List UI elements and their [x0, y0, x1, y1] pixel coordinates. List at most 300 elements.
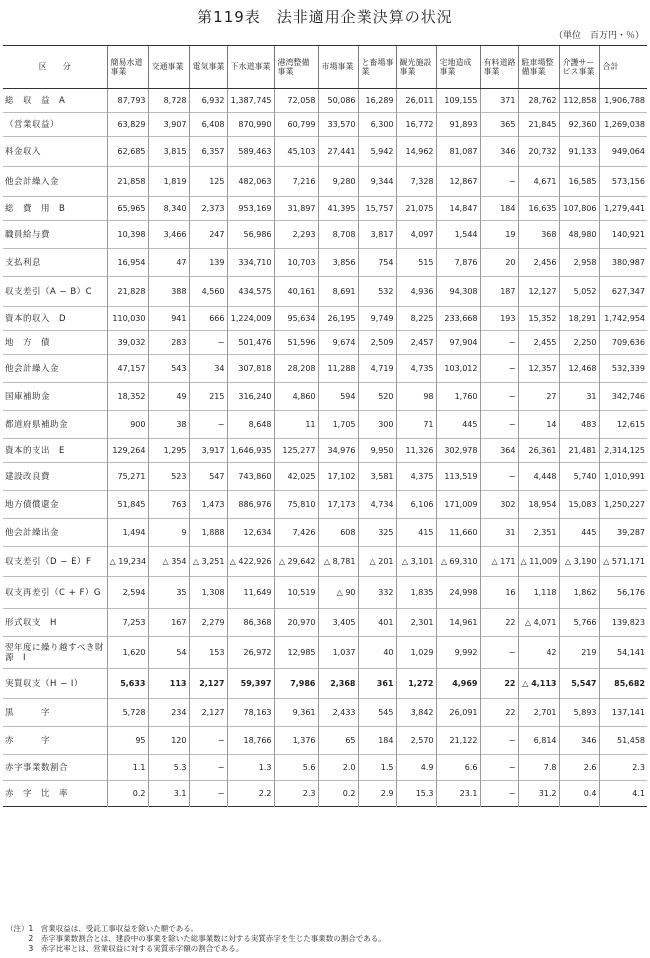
- table-cell: △ 3,251: [189, 547, 227, 577]
- table-cell: 1,279,441: [599, 197, 647, 221]
- column-header: 宅地造成事業: [436, 46, 480, 89]
- table-cell: 4,448: [518, 463, 559, 491]
- table-row: [3, 609, 647, 637]
- table-cell: 1,862: [559, 577, 599, 609]
- table-row: [3, 463, 647, 491]
- table-cell: 743,860: [227, 463, 274, 491]
- table-cell: 1,742,954: [599, 307, 647, 331]
- row-label: 建設改良費: [5, 471, 51, 482]
- table-cell: 23.1: [436, 781, 480, 807]
- table-cell: −: [480, 355, 518, 383]
- table-cell: 4,097: [396, 221, 436, 249]
- table-cell: 38: [148, 411, 189, 439]
- table-row: [3, 491, 647, 519]
- table-row: [3, 547, 647, 577]
- table-cell: 34,976: [318, 439, 358, 463]
- table-cell: 3.1: [148, 781, 189, 807]
- table-cell: 51,458: [599, 727, 647, 755]
- footnote: 3 赤字比率とは、営業収益に対する実質赤字額の割合である。: [6, 944, 244, 953]
- table-cell: 4,735: [396, 355, 436, 383]
- table-row: [3, 669, 647, 699]
- table-cell: 0.4: [559, 781, 599, 807]
- table-cell: 6,814: [518, 727, 559, 755]
- data-table: [3, 45, 647, 807]
- table-cell: 445: [436, 411, 480, 439]
- table-row: [3, 383, 647, 411]
- table-cell: 9,344: [358, 167, 396, 197]
- row-label: 地方債償還金: [5, 499, 60, 510]
- table-cell: 2,301: [396, 609, 436, 637]
- table-row: [3, 727, 647, 755]
- table-cell: 72,058: [274, 89, 318, 113]
- table-cell: 941: [148, 307, 189, 331]
- table-cell: 11,660: [436, 519, 480, 547]
- table-cell: 171,009: [436, 491, 480, 519]
- table-cell: 40,161: [274, 277, 318, 307]
- table-cell: 1,620: [107, 637, 148, 669]
- table-cell: 2,314,125: [599, 439, 647, 463]
- table-cell: 11,288: [318, 355, 358, 383]
- table-cell: 4,719: [358, 355, 396, 383]
- table-cell: 7,216: [274, 167, 318, 197]
- table-cell: 589,463: [227, 137, 274, 167]
- table-cell: 1,250,227: [599, 491, 647, 519]
- table-cell: 125: [189, 167, 227, 197]
- table-cell: 6.6: [436, 755, 480, 781]
- table-cell: 368: [518, 221, 559, 249]
- table-cell: 8,708: [318, 221, 358, 249]
- table-cell: 6,106: [396, 491, 436, 519]
- table-cell: 8,691: [318, 277, 358, 307]
- table-cell: 1,295: [148, 439, 189, 463]
- table-cell: 27,441: [318, 137, 358, 167]
- table-cell: 5,052: [559, 277, 599, 307]
- row-label: 資本的支出 E: [5, 445, 65, 456]
- table-cell: 49: [148, 383, 189, 411]
- table-cell: 482,063: [227, 167, 274, 197]
- table-row: [3, 221, 647, 249]
- table-row: [3, 355, 647, 383]
- row-label: 地 方 債: [5, 337, 51, 348]
- table-cell: 401: [358, 609, 396, 637]
- table-cell: 949,064: [599, 137, 647, 167]
- row-label: 職員給与費: [5, 229, 51, 240]
- table-cell: 233,668: [436, 307, 480, 331]
- table-cell: 247: [189, 221, 227, 249]
- table-cell: 1,494: [107, 519, 148, 547]
- table-cell: △ 571,171: [599, 547, 647, 577]
- row-label: 実質収支（H − I）: [5, 678, 83, 689]
- table-cell: 2.2: [227, 781, 274, 807]
- table-cell: 15.3: [396, 781, 436, 807]
- table-cell: 325: [358, 519, 396, 547]
- row-label: 翌年度に繰り越すべき財源 I: [5, 642, 104, 663]
- table-row: [3, 331, 647, 355]
- table-title: 第119表 法非適用企業決算の状況: [197, 8, 453, 26]
- table-cell: 4,671: [518, 167, 559, 197]
- table-cell: 16,772: [396, 113, 436, 137]
- table-cell: 1,269,038: [599, 113, 647, 137]
- table-cell: 6,932: [189, 89, 227, 113]
- row-label: 赤 字 比 率: [5, 788, 69, 799]
- table-cell: 1,118: [518, 577, 559, 609]
- table-cell: 6,408: [189, 113, 227, 137]
- table-row: [3, 577, 647, 609]
- table-cell: 445: [559, 519, 599, 547]
- table-cell: −: [189, 781, 227, 807]
- footnote: （注）1 営業収益は、受託工事収益を除いた額である。: [6, 924, 199, 933]
- column-header: と畜場事業: [358, 46, 396, 89]
- row-label: 支払利息: [5, 257, 42, 268]
- table-cell: 65: [318, 727, 358, 755]
- table-cell: 754: [358, 249, 396, 277]
- table-cell: △ 354: [148, 547, 189, 577]
- table-cell: 1,010,991: [599, 463, 647, 491]
- table-cell: 17,102: [318, 463, 358, 491]
- table-cell: 26,091: [436, 699, 480, 727]
- table-cell: 187: [480, 277, 518, 307]
- table-cell: 9: [148, 519, 189, 547]
- table-cell: 2,457: [396, 331, 436, 355]
- table-cell: 28,208: [274, 355, 318, 383]
- table-cell: 1.5: [358, 755, 396, 781]
- table-row: [3, 113, 647, 137]
- table-cell: 39,287: [599, 519, 647, 547]
- column-header: 駐車場整備事業: [518, 46, 559, 89]
- table-cell: △ 4,071: [518, 609, 559, 637]
- table-cell: 1,037: [318, 637, 358, 669]
- table-row: [3, 411, 647, 439]
- table-cell: 26,011: [396, 89, 436, 113]
- footnote: 2 赤字事業数割合とは、建設中の事業を除いた総事業数に対する実質赤字を生じた事業数の割合である。: [6, 934, 386, 943]
- table-cell: 1,308: [189, 577, 227, 609]
- table-cell: 4,375: [396, 463, 436, 491]
- footnotes: [6, 924, 386, 954]
- table-cell: 10,398: [107, 221, 148, 249]
- table-cell: 50,086: [318, 89, 358, 113]
- table-cell: 3,817: [358, 221, 396, 249]
- table-cell: 1,888: [189, 519, 227, 547]
- table-cell: 523: [148, 463, 189, 491]
- table-row: [3, 755, 647, 781]
- table-cell: 62,685: [107, 137, 148, 167]
- table-cell: 2,570: [396, 727, 436, 755]
- table-cell: 1.1: [107, 755, 148, 781]
- table-cell: 47,157: [107, 355, 148, 383]
- column-header: 市場事業: [318, 46, 358, 89]
- column-header: 合計: [599, 46, 647, 89]
- table-cell: 9,950: [358, 439, 396, 463]
- table-cell: 10,519: [274, 577, 318, 609]
- table-cell: 7,426: [274, 519, 318, 547]
- table-cell: 8,225: [396, 307, 436, 331]
- table-cell: 11: [274, 411, 318, 439]
- table-cell: 2.3: [599, 755, 647, 781]
- column-header: 港湾整備事業: [274, 46, 318, 89]
- table-cell: 2,509: [358, 331, 396, 355]
- table-row: [3, 781, 647, 807]
- table-cell: 17,173: [318, 491, 358, 519]
- table-cell: 5,893: [559, 699, 599, 727]
- table-cell: −: [480, 727, 518, 755]
- table-cell: 33,570: [318, 113, 358, 137]
- table-cell: 15,352: [518, 307, 559, 331]
- table-cell: 120: [148, 727, 189, 755]
- table-cell: 0.2: [107, 781, 148, 807]
- table-cell: 18,352: [107, 383, 148, 411]
- table-cell: 20,970: [274, 609, 318, 637]
- table-cell: 3,581: [358, 463, 396, 491]
- table-cell: 1,272: [396, 669, 436, 699]
- column-header: 簡易水道事業: [107, 46, 148, 89]
- table-cell: 103,012: [436, 355, 480, 383]
- table-cell: −: [480, 167, 518, 197]
- table-cell: 129,264: [107, 439, 148, 463]
- table-cell: 140,921: [599, 221, 647, 249]
- table-cell: 110,030: [107, 307, 148, 331]
- table-cell: 18,766: [227, 727, 274, 755]
- table-cell: 109,155: [436, 89, 480, 113]
- table-cell: △ 422,926: [227, 547, 274, 577]
- row-label: 赤 字: [5, 735, 51, 746]
- table-cell: 137,141: [599, 699, 647, 727]
- table-cell: 5,766: [559, 609, 599, 637]
- row-label: 収支再差引（C + F）G: [5, 587, 101, 598]
- table-cell: 5,740: [559, 463, 599, 491]
- table-cell: 9,749: [358, 307, 396, 331]
- table-cell: 1.3: [227, 755, 274, 781]
- table-cell: 19: [480, 221, 518, 249]
- table-cell: 12,127: [518, 277, 559, 307]
- table-row: [3, 277, 647, 307]
- table-cell: 4,560: [189, 277, 227, 307]
- table-cell: 91,133: [559, 137, 599, 167]
- table-cell: 415: [396, 519, 436, 547]
- table-cell: 12,615: [599, 411, 647, 439]
- table-cell: 21,828: [107, 277, 148, 307]
- table-cell: 380,987: [599, 249, 647, 277]
- table-cell: 21,845: [518, 113, 559, 137]
- table-cell: 56,176: [599, 577, 647, 609]
- table-cell: 85,682: [599, 669, 647, 699]
- table-cell: 543: [148, 355, 189, 383]
- table-cell: 54: [148, 637, 189, 669]
- table-cell: 34: [189, 355, 227, 383]
- table-cell: 1,760: [436, 383, 480, 411]
- table-cell: −: [480, 755, 518, 781]
- table-cell: 31,897: [274, 197, 318, 221]
- table-cell: 1,544: [436, 221, 480, 249]
- table-cell: 75,810: [274, 491, 318, 519]
- table-cell: 547: [189, 463, 227, 491]
- table-cell: 48,980: [559, 221, 599, 249]
- table-cell: 1,819: [148, 167, 189, 197]
- table-cell: 532: [358, 277, 396, 307]
- table-cell: 16,954: [107, 249, 148, 277]
- table-cell: 2,368: [318, 669, 358, 699]
- table-cell: −: [189, 727, 227, 755]
- table-cell: 91,893: [436, 113, 480, 137]
- table-cell: 22: [480, 669, 518, 699]
- table-cell: 1,029: [396, 637, 436, 669]
- table-cell: 364: [480, 439, 518, 463]
- table-cell: 3,815: [148, 137, 189, 167]
- table-cell: 16,289: [358, 89, 396, 113]
- table-cell: 40: [358, 637, 396, 669]
- header-row: [3, 46, 647, 89]
- table-cell: 545: [358, 699, 396, 727]
- column-header: 観光施設事業: [396, 46, 436, 89]
- table-cell: 520: [358, 383, 396, 411]
- column-header: 下水道事業: [227, 46, 274, 89]
- table-cell: 26,972: [227, 637, 274, 669]
- table-cell: 35: [148, 577, 189, 609]
- row-label: 収支差引（A − B）C: [5, 286, 93, 297]
- table-cell: 2,958: [559, 249, 599, 277]
- table-cell: 20,732: [518, 137, 559, 167]
- table-cell: 2,594: [107, 577, 148, 609]
- table-cell: 9,361: [274, 699, 318, 727]
- table-cell: 346: [559, 727, 599, 755]
- table-cell: 870,990: [227, 113, 274, 137]
- table-cell: 2,455: [518, 331, 559, 355]
- row-label: 形式収支 H: [5, 617, 57, 628]
- table-cell: 365: [480, 113, 518, 137]
- table-cell: 8,648: [227, 411, 274, 439]
- table-cell: 94,308: [436, 277, 480, 307]
- table-cell: 5,942: [358, 137, 396, 167]
- table-cell: 18,291: [559, 307, 599, 331]
- row-label: 収支差引（D − E）F: [5, 556, 92, 567]
- table-cell: 2,250: [559, 331, 599, 355]
- table-cell: 4.1: [599, 781, 647, 807]
- table-cell: 51,596: [274, 331, 318, 355]
- table-cell: 65,965: [107, 197, 148, 221]
- table-cell: 60,799: [274, 113, 318, 137]
- table-cell: 71: [396, 411, 436, 439]
- table-cell: 193: [480, 307, 518, 331]
- table-cell: △ 19,234: [107, 547, 148, 577]
- table-cell: 139,823: [599, 609, 647, 637]
- table-cell: 2,127: [189, 699, 227, 727]
- table-cell: 2,127: [189, 669, 227, 699]
- table-cell: 7,876: [436, 249, 480, 277]
- table-cell: 3,405: [318, 609, 358, 637]
- table-cell: 1,646,935: [227, 439, 274, 463]
- table-cell: 361: [358, 669, 396, 699]
- table-cell: 12,985: [274, 637, 318, 669]
- row-label: 総 費 用 B: [5, 203, 66, 214]
- table-cell: 42: [518, 637, 559, 669]
- table-cell: 12,468: [559, 355, 599, 383]
- table-cell: 7,986: [274, 669, 318, 699]
- table-cell: 167: [148, 609, 189, 637]
- table-cell: 316,240: [227, 383, 274, 411]
- table-cell: 1,224,009: [227, 307, 274, 331]
- table-cell: 28,762: [518, 89, 559, 113]
- category-header: 区 分: [3, 46, 107, 89]
- table-cell: 2,456: [518, 249, 559, 277]
- table-cell: 532,339: [599, 355, 647, 383]
- table-cell: 5,633: [107, 669, 148, 699]
- table-cell: 5,728: [107, 699, 148, 727]
- row-label: 国庫補助金: [5, 391, 51, 402]
- table-cell: 515: [396, 249, 436, 277]
- table-cell: 332: [358, 577, 396, 609]
- table-cell: 709,636: [599, 331, 647, 355]
- table-cell: 8,728: [148, 89, 189, 113]
- table-row: [3, 307, 647, 331]
- table-cell: △ 4,113: [518, 669, 559, 699]
- table-cell: 3,856: [318, 249, 358, 277]
- table-cell: 5.3: [148, 755, 189, 781]
- table-cell: 2,433: [318, 699, 358, 727]
- table-cell: △ 201: [358, 547, 396, 577]
- table-cell: 92,360: [559, 113, 599, 137]
- table-cell: 608: [318, 519, 358, 547]
- table-cell: 184: [480, 197, 518, 221]
- table-cell: 21,481: [559, 439, 599, 463]
- table-cell: −: [189, 755, 227, 781]
- table-cell: 371: [480, 89, 518, 113]
- table-cell: △ 8,781: [318, 547, 358, 577]
- table-cell: 107,806: [559, 197, 599, 221]
- table-cell: 434,575: [227, 277, 274, 307]
- table-cell: 97,904: [436, 331, 480, 355]
- row-label: 他会計繰出金: [5, 527, 60, 538]
- table-cell: 59,397: [227, 669, 274, 699]
- table-cell: −: [480, 463, 518, 491]
- table-cell: 953,169: [227, 197, 274, 221]
- table-cell: 2,373: [189, 197, 227, 221]
- table-cell: 1,376: [274, 727, 318, 755]
- table-cell: 11,326: [396, 439, 436, 463]
- table-cell: −: [480, 411, 518, 439]
- table-cell: 14,847: [436, 197, 480, 221]
- table-cell: 10,703: [274, 249, 318, 277]
- table-row: [3, 439, 647, 463]
- table-cell: 7,253: [107, 609, 148, 637]
- table-cell: 6,300: [358, 113, 396, 137]
- table-cell: 666: [189, 307, 227, 331]
- table-cell: 42,025: [274, 463, 318, 491]
- table-cell: △ 29,642: [274, 547, 318, 577]
- table-cell: 12,357: [518, 355, 559, 383]
- table-cell: 4,969: [436, 669, 480, 699]
- table-cell: 3,842: [396, 699, 436, 727]
- row-label: 資本的収入 D: [5, 313, 67, 324]
- table-cell: 627,347: [599, 277, 647, 307]
- table-cell: △ 69,310: [436, 547, 480, 577]
- column-header: 交通事業: [148, 46, 189, 89]
- column-header: 有料道路事業: [480, 46, 518, 89]
- table-cell: 9,992: [436, 637, 480, 669]
- table-cell: 1,473: [189, 491, 227, 519]
- table-cell: 5.6: [274, 755, 318, 781]
- table-row: [3, 249, 647, 277]
- table-cell: −: [480, 781, 518, 807]
- table-cell: 763: [148, 491, 189, 519]
- table-cell: 98: [396, 383, 436, 411]
- table-cell: 1,835: [396, 577, 436, 609]
- table-cell: 2.9: [358, 781, 396, 807]
- table-cell: 184: [358, 727, 396, 755]
- table-cell: 388: [148, 277, 189, 307]
- table-cell: −: [480, 637, 518, 669]
- table-cell: 31: [559, 383, 599, 411]
- table-cell: 153: [189, 637, 227, 669]
- table-cell: 39,032: [107, 331, 148, 355]
